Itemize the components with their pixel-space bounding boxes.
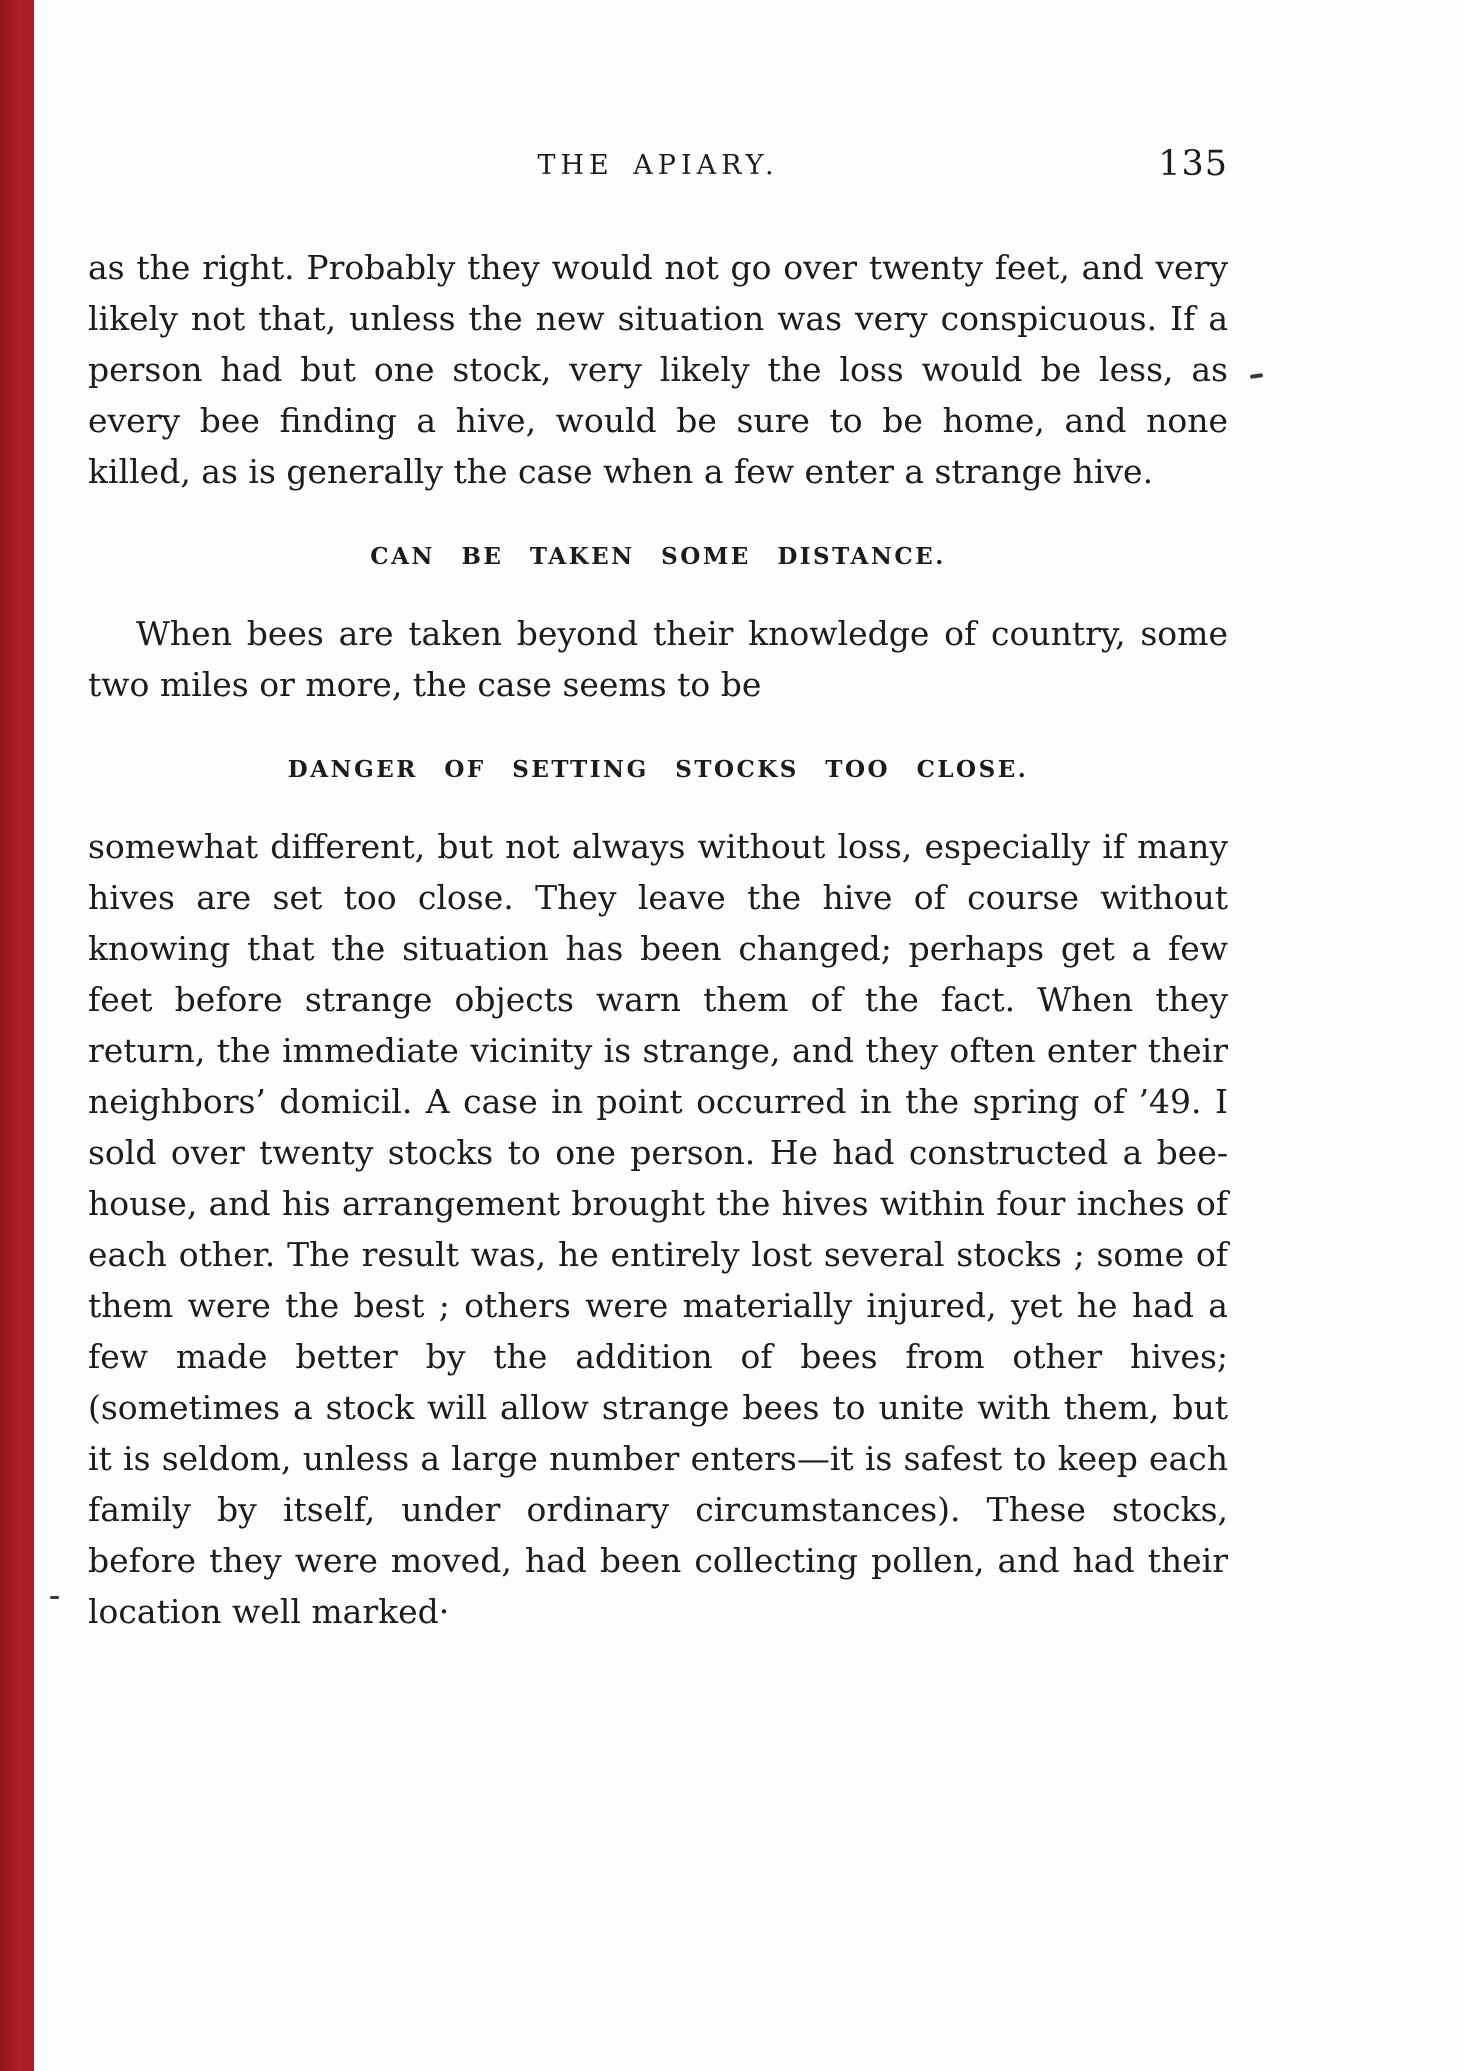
- section-heading-can-be-taken-some-distance: CAN BE TAKEN SOME DISTANCE.: [370, 543, 946, 570]
- paragraph-continuation: as the right. Probably they would not go over twenty feet, and very likely not that, unless the new situation was very conspicuous. If a person had but one stock, very likely the loss would be less, as every bee finding a hive, would be sure to be home, and none killed, as is generally the case when a few enter a strange hive.: [88, 248, 1228, 491]
- book-page: [88, 0, 1228, 1637]
- paragraph-somewhat-different: somewhat different, but not always without loss, especially if many hives are set too close. They leave the hive of course without knowing that the situation has been changed; perhaps get a few feet before strange objects warn them of the fact. When they return, the immediate vicinity is strange, and they often enter their neighbors’ domicil. A case in point occurred in the spring of ’49. I sold over twenty stocks to one person. He had constructed a bee-house, and his arrangement brought the hives within four inches of each other. The result was, he entirely lost several stocks ; some of them were the best ; others were materially injured, yet he had a few made better by the addition of bees from other hives; (sometimes a stock will allow strange bees to unite with them, but it is seldom, unless a large number enters—it is safest to keep each family by itself, under ordinary circumstances). These stocks, before they were moved, had been collecting pollen, and had their location well marked·: [88, 827, 1228, 1631]
- page-number: 135: [1158, 144, 1228, 184]
- scan-artifact-dash: [1250, 373, 1263, 379]
- section-heading-danger-of-setting-stocks-too-close: DANGER OF SETTING STOCKS TOO CLOSE.: [287, 756, 1029, 783]
- paragraph-when-bees: When bees are taken beyond their knowledge of country, some two miles or more, the case seems to be: [88, 614, 1228, 704]
- running-title: THE APIARY.: [537, 150, 779, 181]
- book-binding-edge: [0, 0, 34, 2071]
- page-header: [88, 144, 1228, 192]
- scan-artifact-dash: [50, 1596, 59, 1599]
